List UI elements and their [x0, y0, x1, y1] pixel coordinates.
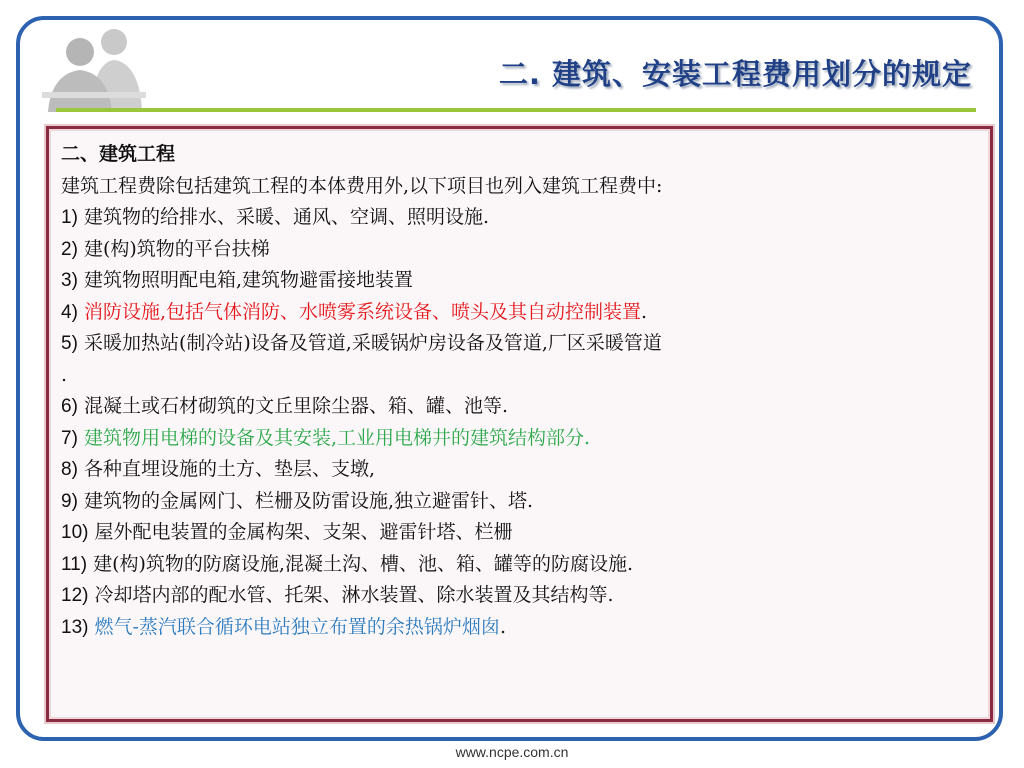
item-number: 8): [61, 459, 78, 480]
item-number: 9): [61, 490, 78, 512]
list-item: [61, 580, 978, 612]
item-number: 11): [61, 553, 88, 575]
list-item-continuation: .: [61, 363, 68, 386]
item-text: 建筑物的金属网门、栏栅及防雷设施,独立避雷针、塔.: [83, 489, 534, 512]
item-number: 6): [61, 396, 78, 417]
title-underline: [56, 108, 976, 112]
footer-url: www.ncpe.com.cn: [455, 744, 569, 760]
list-item: [61, 391, 978, 423]
item-text: 建(构)筑物的平台扶梯: [83, 237, 270, 260]
item-text: 各种直埋设施的土方、垫层、支墩,: [83, 458, 375, 480]
item-text: 冷却塔内部的配水管、托架、淋水装置、除水装置及其结构等.: [94, 584, 614, 606]
item-text: 建(构)筑物的防腐设施,混凝土沟、槽、池、箱、罐等的防腐设施.: [93, 552, 634, 575]
item-text: 混凝土或石材砌筑的文丘里除尘器、箱、罐、池等.: [83, 395, 508, 417]
list-item: [61, 297, 978, 329]
list-item: [61, 517, 978, 549]
section-heading: 二、建筑工程: [61, 143, 176, 165]
item-number: 2): [61, 238, 78, 260]
list-item: [61, 454, 978, 486]
page-title: 二. 建筑、安装工程费用划分的规定: [498, 57, 972, 91]
item-text: 建筑物的给排水、采暖、通风、空调、照明设施.: [83, 206, 489, 228]
list-item: [61, 265, 978, 297]
item-tail: .: [499, 615, 506, 638]
item-number: 7): [61, 427, 78, 449]
item-number: 3): [61, 270, 78, 291]
item-text: 屋外配电装置的金属构架、支架、避雷针塔、栏栅: [94, 521, 513, 543]
content-box: [46, 126, 993, 722]
list-item: [61, 328, 978, 360]
item-text: 采暖加热站(制冷站)设备及管道,采暖锅炉房设备及管道,厂区采暖管道: [83, 332, 662, 354]
intro-text: 建筑工程费除包括建筑工程的本体费用外,以下项目也列入建筑工程费中:: [61, 174, 663, 197]
business-people-silhouette-icon: [40, 22, 150, 112]
item-tail: .: [641, 300, 648, 323]
item-number: 12): [61, 585, 89, 606]
item-text: 建筑物照明配电箱,建筑物避雷接地装置: [83, 269, 413, 291]
item-text-highlight-green: 建筑物用电梯的设备及其安装,工业用电梯井的建筑结构部分.: [83, 426, 591, 449]
list-item: [61, 486, 978, 518]
item-number: 10): [61, 522, 89, 543]
item-text-highlight-red: 消防设施,包括气体消防、水喷雾系统设备、喷头及其自动控制装置: [83, 300, 641, 323]
item-number: 5): [61, 333, 78, 354]
list-item: [61, 549, 978, 581]
item-text-highlight-blue: 燃气-蒸汽联合循环电站独立布置的余热锅炉烟囱: [94, 615, 500, 638]
item-number: 4): [61, 301, 78, 323]
list-item: [61, 423, 978, 455]
item-number: 1): [61, 207, 78, 228]
list-item: [61, 612, 978, 644]
list-item: [61, 202, 978, 234]
item-number: 13): [61, 616, 89, 638]
list-item: [61, 234, 978, 266]
